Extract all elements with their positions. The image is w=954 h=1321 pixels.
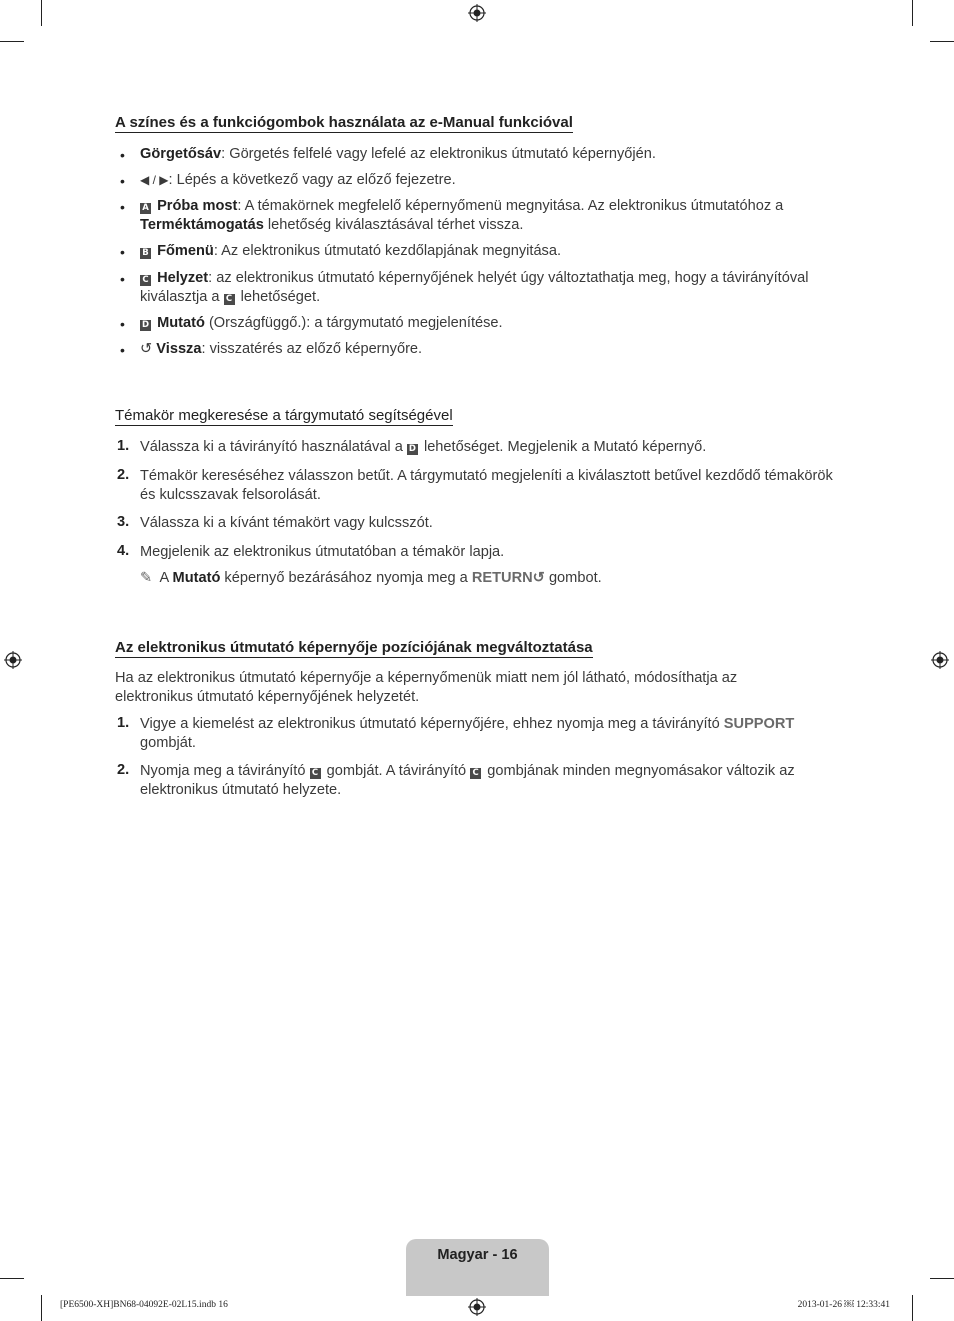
list-item: A Próba most: A témakörnek megfelelő képernyőmenü megnyitása. Az elektronikus útmutatóhoz a Terméktámogatás lehetőség kiválasztásával térhet vissza. [140,198,784,233]
list-item: C Helyzet: az elektronikus útmutató képernyőjének helyét úgy változtathatja meg, hogy a távirányítóval kiválasztja a C lehetőséget. [140,270,809,305]
a-button-icon: A [140,203,151,214]
bullet: • [120,244,125,260]
step-number: 4. [117,543,130,559]
c-button-icon: C [470,768,481,779]
crop-mark [41,0,42,26]
bullet: • [120,316,125,332]
step-number: 1. [117,715,130,731]
bullet: • [120,342,125,358]
bullet: • [120,147,125,163]
list-item: Görgetősáv: Görgetés felfelé vagy lefelé az elektronikus útmutató képernyőjén. [140,146,656,162]
step-number: 1. [117,438,130,454]
section-heading-color-buttons: A színes és a funkciógombok használata az e-Manual funkcióval [115,114,573,131]
crop-mark [0,41,24,42]
left-right-arrows-icon: ◀ / ▶ [140,173,169,187]
crop-mark [0,1278,24,1279]
support-button-label: SUPPORT [723,716,795,732]
d-button-icon: D [408,444,416,454]
step-text: Témakör kereséséhez válasszon betűt. A tárgymutató megjeleníti a kiválasztott betűvel kezdődő témakörök és kulcsszavak felsorolását. [140,468,833,503]
list-item: D Mutató (Országfüggő.): a tárgymutató megjelenítése. [141,315,503,331]
intro-paragraph: Ha az elektronikus útmutató képernyője a képernyőmenük miatt nem jól látható, módosíthatja az elektronikus útmutató képernyőjének helyzetét. [115,670,738,705]
section-heading-index-search: Témakör megkeresése a tárgymutató segítségével [115,407,453,424]
c-button-icon: C [140,275,151,286]
crop-mark [41,1295,42,1321]
list-item: B Főmenü: Az elektronikus útmutató kezdőlapjának megnyitása. [140,242,840,261]
return-icon: ↺ [140,341,153,357]
b-button-icon: B [140,248,151,259]
list-item: ↺ Vissza: visszatérés az előző képernyőre. [140,341,423,357]
crop-mark [930,41,954,42]
page-number-tab [406,1239,549,1296]
c-button-icon: C [224,294,235,305]
bullet: • [120,173,125,189]
registration-mark-icon [468,4,486,22]
crop-mark [912,1295,913,1321]
registration-mark-icon [931,651,949,669]
step-text: Válassza ki a távirányító használatával a D lehetőséget. Megjelenik a Mutató képernyő. [140,439,707,455]
registration-mark-icon [468,1298,486,1316]
step-text: Válassza ki a kívánt témakört vagy kulcsszót. [140,515,433,531]
print-slug-left: [PE6500-XH]BN68-04092E-02L15.indb 16 [60,1300,228,1310]
crop-mark [930,1278,954,1279]
note: ✎ A Mutató képernyő bezárásához nyomja meg a RETURN↺ gombot. [140,570,602,586]
step-text: Vigye a kiemelést az elektronikus útmutató képernyőjére, ehhez nyomja meg a távirányító SUPPORT gombját. [140,716,795,751]
print-slug-right: 2013-01-26 ￼ 12:33:41 [797,1300,890,1310]
step-number: 2. [117,762,130,778]
step-number: 3. [117,514,130,530]
bullet: • [120,199,125,215]
c-button-icon: C [310,768,321,779]
step-text: Nyomja meg a távirányító C gombját. A távirányító C gombjának minden megnyomásakor változik az elektronikus útmutató helyzete. [140,763,795,798]
registration-mark-icon [4,651,22,669]
section-heading-screen-position: Az elektronikus útmutató képernyője pozíciójának megváltoztatása [115,639,593,656]
bullet: • [120,271,125,287]
crop-mark [912,0,913,26]
return-button-label: RETURN↺ [471,570,545,586]
step-text: Megjelenik az elektronikus útmutatóban a témakör lapja. [140,544,505,560]
list-item: ◀ / ▶: Lépés a következő vagy az előző fejezetre. [140,172,456,188]
step-number: 2. [117,467,130,483]
note-pencil-icon: ✎ [140,570,153,586]
page-number: Magyar - 16 [437,1247,518,1263]
d-button-icon: D [141,320,150,330]
